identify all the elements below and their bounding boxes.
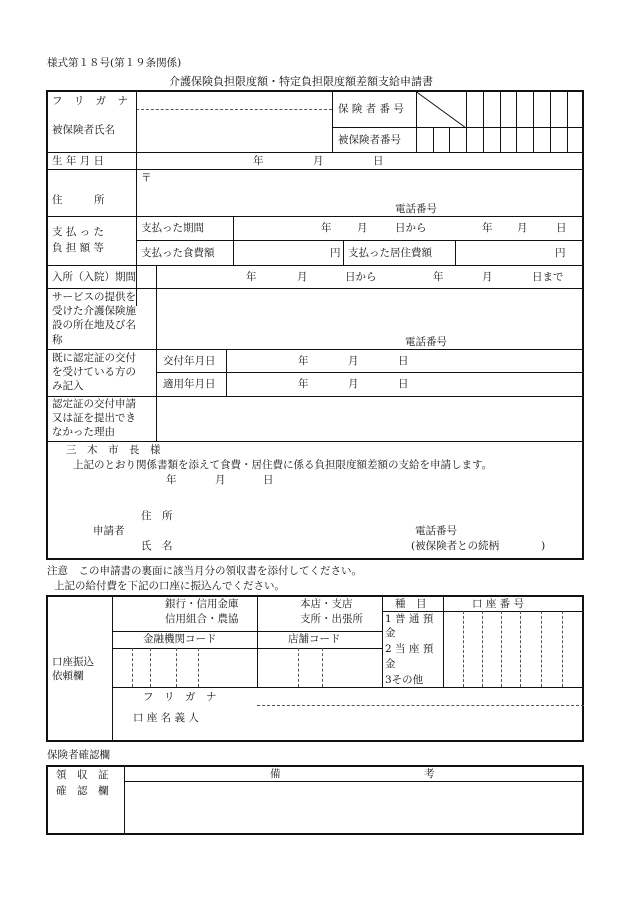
period-from-label: 日から bbox=[395, 222, 427, 234]
insurer-confirm-heading: 保険者確認欄 bbox=[47, 749, 110, 761]
account-kind-label: 種 目 bbox=[395, 598, 427, 610]
issue-date-label: 交付年月日 bbox=[163, 355, 216, 367]
reason-label-1: 認定証の交付申請 bbox=[52, 398, 136, 410]
account-holder-label: 口 座 名 義 人 bbox=[133, 712, 199, 724]
bank-box-label-1: 口座振込 bbox=[52, 656, 94, 668]
note-transfer: 上記の給付費を下記の口座に振込んでください。 bbox=[54, 580, 285, 592]
applicant-name-label: 氏 名 bbox=[141, 540, 173, 552]
admission-from-label: 日から bbox=[345, 271, 377, 283]
kind-option-ordinary: 1 普 通 預 bbox=[385, 613, 434, 625]
bank-box-label-2: 依頼欄 bbox=[52, 670, 84, 682]
insurer-confirm-box bbox=[46, 765, 584, 835]
insured-number-label: 被保険者番号 bbox=[338, 134, 401, 146]
branch-code-label: 店舗コード bbox=[288, 633, 341, 645]
insurer-number-label: 保 険 者 番 号 bbox=[338, 103, 404, 115]
reason-label-2: 又は証を提出でき bbox=[52, 412, 136, 424]
facility-label-1: サービスの提供を bbox=[52, 291, 136, 303]
valid-month-unit: 月 bbox=[348, 378, 359, 390]
birth-month-unit: 月 bbox=[313, 155, 324, 167]
decl-day-unit: 日 bbox=[263, 474, 274, 486]
valid-day-unit: 日 bbox=[398, 378, 409, 390]
residence-yen-unit: 円 bbox=[555, 247, 566, 259]
issue-year-unit: 年 bbox=[298, 355, 309, 367]
birth-day-unit: 日 bbox=[373, 155, 384, 167]
remarks-label-1: 備 bbox=[270, 768, 281, 780]
facility-label-2: 受けた介護保険施 bbox=[52, 305, 136, 317]
birth-date-label: 生 年 月 日 bbox=[52, 155, 105, 167]
facility-label-4: 称 bbox=[52, 334, 63, 346]
facility-label-3: 設の所在地及び名 bbox=[52, 319, 136, 331]
applicant-address-label: 住 所 bbox=[141, 510, 173, 522]
paid-period-label: 支払った期間 bbox=[141, 222, 204, 234]
address-phone-label: 電話番号 bbox=[395, 203, 437, 215]
period-to-day: 日 bbox=[556, 222, 567, 234]
paid-burden-label-1: 支 払 っ た bbox=[52, 226, 105, 238]
food-yen-unit: 円 bbox=[330, 247, 341, 259]
paid-burden-label-2: 負 担 額 等 bbox=[52, 242, 105, 254]
period-to-month: 月 bbox=[517, 222, 528, 234]
holder-furigana-label: フ リ ガ ナ bbox=[143, 691, 217, 703]
cert-label-2: を受けている方の bbox=[52, 366, 136, 378]
period-from-month: 月 bbox=[357, 222, 368, 234]
account-number-label: 口 座 番 号 bbox=[472, 598, 525, 610]
bank-types-1: 銀行・信用金庫 bbox=[165, 598, 239, 610]
relation-label: (被保険者との続柄 ) bbox=[411, 540, 546, 552]
admission-to-year: 年 bbox=[433, 271, 444, 283]
applicant-phone-label: 電話番号 bbox=[415, 525, 457, 537]
receipt-confirm-label-1: 領 収 証 bbox=[56, 769, 109, 781]
note-attach-receipt: 注意 この申請書の裏面に該当月分の領収書を添付してください。 bbox=[47, 565, 362, 577]
cert-label-1: 既に認定証の交付 bbox=[52, 352, 136, 364]
paid-food-label: 支払った食費額 bbox=[141, 247, 215, 259]
remarks-label-2: 考 bbox=[424, 768, 435, 780]
furigana-label: フ リ ガ ナ bbox=[52, 95, 133, 107]
reason-label-3: なかった理由 bbox=[52, 426, 115, 438]
kind-option-other: 3その他 bbox=[385, 674, 424, 686]
paid-residence-label: 支払った居住費額 bbox=[348, 247, 432, 259]
postal-mark: 〒 bbox=[141, 172, 152, 184]
receipt-confirm-label-2: 確 認 欄 bbox=[56, 785, 109, 797]
valid-year-unit: 年 bbox=[298, 378, 309, 390]
issue-month-unit: 月 bbox=[348, 355, 359, 367]
admission-to-month: 月 bbox=[482, 271, 493, 283]
birth-year-unit: 年 bbox=[253, 155, 264, 167]
admission-until-label: 日まで bbox=[532, 271, 564, 283]
valid-date-label: 適用年月日 bbox=[163, 378, 216, 390]
decl-month-unit: 月 bbox=[215, 474, 226, 486]
bank-code-label: 金融機関コード bbox=[143, 633, 217, 645]
admission-period-label: 入所（入院）期間 bbox=[52, 271, 136, 283]
address-label: 住 所 bbox=[52, 194, 105, 206]
kind-option-ordinary-2: 金 bbox=[385, 627, 396, 639]
kind-option-current: 2 当 座 預 bbox=[385, 643, 434, 655]
facility-phone-label: 電話番号 bbox=[405, 336, 447, 348]
applicant-label: 申請者 bbox=[93, 525, 125, 537]
bank-types-2: 信用組合・農協 bbox=[165, 613, 239, 625]
issue-day-unit: 日 bbox=[398, 355, 409, 367]
branch-types-2: 支所・出張所 bbox=[300, 613, 363, 625]
admission-from-year: 年 bbox=[246, 271, 257, 283]
form-number: 様式第１８号(第１９条関係) bbox=[47, 57, 182, 69]
decl-year-unit: 年 bbox=[166, 474, 177, 486]
period-from-year: 年 bbox=[321, 222, 332, 234]
admission-from-month: 月 bbox=[297, 271, 308, 283]
form-title: 介護保険負担限度額・特定負担限度額差額支給申請書 bbox=[169, 75, 433, 88]
branch-types-1: 本店・支店 bbox=[300, 598, 353, 610]
period-to-year: 年 bbox=[482, 222, 493, 234]
insured-name-label: 被保険者氏名 bbox=[52, 124, 115, 136]
declaration-text: 上記のとおり関係書類を添えて食費・居住費に係る負担限度額差額の支給を申請します。 bbox=[73, 459, 493, 471]
cert-label-3: み記入 bbox=[52, 380, 84, 392]
kind-option-current-2: 金 bbox=[385, 658, 396, 670]
mayor-addressee: 三 木 市 長 様 bbox=[66, 444, 161, 456]
